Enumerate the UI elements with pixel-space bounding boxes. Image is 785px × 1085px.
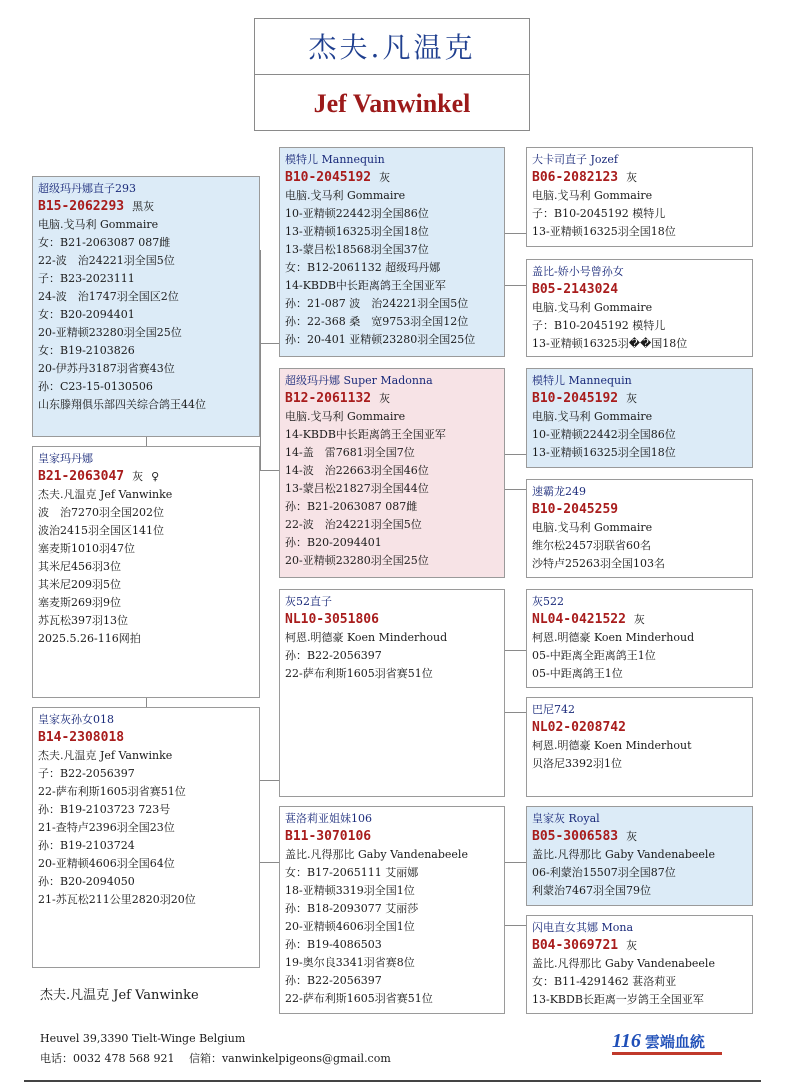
pedigree-lines — [285, 408, 499, 570]
pedigree-line: 13-亚精顿16325羽��国18位 — [532, 337, 688, 350]
pedigree-line: 子：B10-2045192 模特儿 — [532, 207, 666, 220]
pedigree-lines — [285, 629, 499, 683]
pedigree-lines — [532, 737, 747, 773]
pigeon-name: 盖比-娇小号曾孙女 — [532, 265, 624, 278]
card-sire — [279, 147, 505, 357]
pedigree-lines — [532, 629, 747, 683]
pigeon-name: 模特儿 Mannequin — [285, 153, 385, 166]
connector-line — [260, 343, 280, 344]
pedigree-line: 塞麦斯1010羽47位 — [38, 542, 135, 555]
pedigree-line: 女：B12-2061132 超级玛丹娜 — [285, 261, 441, 274]
pedigree-line: 女：B17-2065111 艾丽娜 — [285, 866, 419, 879]
pigeon-color: 灰 — [633, 613, 645, 626]
pedigree-line: 孙：B19-2103723 723号 — [38, 803, 171, 816]
connector-line — [260, 470, 280, 471]
pedigree-line: 22-波 治24221羽全国5位 — [285, 518, 422, 531]
footer-address: Heuvel 39,3390 Tielt-Winge Belgium — [40, 1032, 246, 1045]
pedigree-line: 孙：B22-2056397 — [285, 649, 382, 662]
card-dam — [279, 368, 505, 578]
ring-number: B05-3006583 — [532, 829, 619, 844]
pedigree-line: 杰夫.凡温克 Jef Vanwinke — [38, 488, 173, 501]
pedigree-line: 维尔松2457羽联省60名 — [532, 539, 651, 552]
card-mate1-sire — [279, 589, 505, 797]
pedigree-line: 21-查特卢2396羽全国23位 — [38, 821, 175, 834]
ring-number: B05-2143024 — [532, 282, 619, 297]
pedigree-line: 13-亚精顿16325羽全国18位 — [532, 446, 676, 459]
pedigree-line: 贝洛尼3392羽1位 — [532, 757, 622, 770]
pedigree-line: 18-亚精顿3319羽全国1位 — [285, 884, 415, 897]
pigeon-color: 灰 — [132, 470, 144, 483]
card-mate1-sire-sire — [526, 589, 753, 688]
connector-line — [505, 862, 527, 863]
pigeon-name: 灰522 — [532, 595, 564, 608]
pedigree-line: 孙：B21-2063087 087雌 — [285, 500, 418, 513]
pedigree-line: 利蒙治7467羽全国79位 — [532, 884, 651, 897]
pedigree-line: 孙：B20-2094050 — [38, 875, 135, 888]
pedigree-line: 子：B23-2023111 — [38, 272, 135, 285]
pedigree-line: 柯恩.明德豪 Koen Minderhoud — [532, 631, 695, 644]
pedigree-line: 14-波 治22663羽全国46位 — [285, 464, 429, 477]
ring-number: B10-2045192 — [532, 391, 619, 406]
pigeon-name: 灰52直子 — [285, 595, 332, 608]
pedigree-line: 孙：B22-2056397 — [285, 974, 382, 987]
ring-number: B06-2082123 — [532, 170, 619, 185]
card-subject — [32, 176, 260, 437]
brand-logo — [612, 1030, 722, 1056]
sex-icon: ♀ — [151, 470, 160, 483]
ring-number: B12-2061132 — [285, 391, 372, 406]
pigeon-name: 皇家灰孙女018 — [38, 713, 114, 726]
pedigree-line: 孙：22-368 桑 宽9753羽全国12位 — [285, 315, 469, 328]
pedigree-line: 05-中距离全距离鸽王1位 — [532, 649, 656, 662]
card-dam-dam — [526, 479, 753, 578]
pedigree-line: 19-奥尔良3341羽省赛8位 — [285, 956, 415, 969]
pedigree-line: 孙：C23-15-0130506 — [38, 380, 153, 393]
pedigree-line: 电脑.戈马利 Gommaire — [532, 189, 653, 202]
logo-text: 雲端血統 — [644, 1033, 705, 1051]
pedigree-line: 柯恩.明德豪 Koen Minderhout — [532, 739, 692, 752]
ring-number: NL02-0208742 — [532, 720, 626, 735]
pedigree-line: 20-亚精顿23280羽全国25位 — [38, 326, 182, 339]
card-dam-sire — [526, 368, 753, 468]
pigeon-color: 灰 — [379, 392, 391, 405]
connector-line — [505, 712, 527, 713]
card-mate2-dam — [279, 806, 505, 1014]
pedigree-line: 杰夫.凡温克 Jef Vanwinke — [38, 749, 173, 762]
pedigree-lines — [532, 519, 747, 573]
pedigree-line: 柯恩.明德豪 Koen Minderhoud — [285, 631, 448, 644]
pigeon-name: 闪电直女其娜 Mona — [532, 921, 634, 934]
pedigree-line: 22-萨布利斯1605羽省赛51位 — [285, 992, 433, 1005]
pedigree-line: 20-亚精顿4606羽全国1位 — [285, 920, 415, 933]
pedigree-line: 13-蒙吕松21827羽全国44位 — [285, 482, 429, 495]
pedigree-line: 波 治7270羽全国202位 — [38, 506, 164, 519]
pigeon-name: 皇家玛丹娜 — [38, 452, 93, 465]
pedigree-line: 电脑.戈马利 Gommaire — [532, 410, 653, 423]
pigeon-name: 速霸龙249 — [532, 485, 586, 498]
pigeon-color: 灰 — [626, 171, 638, 184]
connector-line — [505, 650, 527, 651]
bottom-rule — [24, 1080, 761, 1082]
title-chinese: 杰夫.凡温克 — [254, 18, 530, 75]
pedigree-line: 13-KBDB长距离一岁鸽王全国亚军 — [532, 993, 704, 1006]
pedigree-line: 电脑.戈马利 Gommaire — [285, 410, 406, 423]
pedigree-line: 14-KBDB中长距离鸽王全国亚军 — [285, 428, 446, 441]
pedigree-lines — [38, 216, 254, 414]
connector-line — [260, 862, 280, 863]
ring-number: B04-3069721 — [532, 938, 619, 953]
pedigree-line: 其米尼209羽5位 — [38, 578, 121, 591]
pedigree-line: 电脑.戈马利 Gommaire — [38, 218, 159, 231]
logo-underline — [612, 1052, 722, 1055]
pedigree-line: 14-盖 雷7681羽全国7位 — [285, 446, 415, 459]
pedigree-line: 22-萨布利斯1605羽省赛51位 — [38, 785, 186, 798]
pedigree-lines — [38, 747, 254, 909]
pigeon-name: 超级玛丹娜 Super Madonna — [285, 374, 433, 387]
pedigree-line: 子：B22-2056397 — [38, 767, 135, 780]
connector-line — [505, 454, 527, 455]
pedigree-line: 女：B21-2063087 087雌 — [38, 236, 171, 249]
pigeon-name: 超级玛丹娜直子293 — [38, 182, 136, 195]
pedigree-line: 女：B20-2094401 — [38, 308, 135, 321]
pedigree-line: 沙特卢25263羽全国103名 — [532, 557, 665, 570]
connector-line — [260, 250, 261, 470]
pedigree-line: 14-KBDB中长距离鸽王全国亚军 — [285, 279, 446, 292]
pigeon-name: 模特儿 Mannequin — [532, 374, 632, 387]
pedigree-line: 24-波 治1747羽全国区2位 — [38, 290, 179, 303]
connector-line — [505, 285, 527, 286]
pigeon-name: 皇家灰 Royal — [532, 812, 600, 825]
pedigree-line: 塞麦斯269羽9位 — [38, 596, 121, 609]
pigeon-color: 灰 — [379, 171, 391, 184]
pedigree-line: 13-蒙吕松18568羽全国37位 — [285, 243, 429, 256]
connector-line — [505, 925, 527, 926]
pedigree-lines — [532, 955, 747, 1009]
pedigree-line: 2025.5.26-116网拍 — [38, 632, 141, 645]
pedigree-line: 女：B11-4291462 葚洛莉亚 — [532, 975, 677, 988]
pedigree-line: 10-亚精顿22442羽全国86位 — [285, 207, 429, 220]
pedigree-line: 13-亚精顿16325羽全国18位 — [532, 225, 676, 238]
ring-number: B10-2045259 — [532, 502, 619, 517]
pedigree-line: 05-中距离鸽王1位 — [532, 667, 623, 680]
pedigree-line: 孙：21-087 波 治24221羽全国5位 — [285, 297, 469, 310]
pigeon-color: 灰 — [626, 830, 638, 843]
pedigree-line: 盖比.凡得那比 Gaby Vandenabeele — [532, 957, 715, 970]
pedigree-lines — [285, 846, 499, 1008]
pigeon-name: 巴尼742 — [532, 703, 575, 716]
ring-number: B10-2045192 — [285, 170, 372, 185]
pedigree-line: 22-萨布利斯1605羽省赛51位 — [285, 667, 433, 680]
ring-number: B11-3070106 — [285, 829, 372, 844]
card-mate1 — [32, 446, 260, 698]
pigeon-name: 葚洛莉亚姐妹106 — [285, 812, 372, 825]
pedigree-line: 孙：B20-2094401 — [285, 536, 382, 549]
pedigree-lines — [285, 187, 499, 349]
pedigree-line: 22-波 治24221羽全国5位 — [38, 254, 175, 267]
card-sire-sire — [526, 147, 753, 247]
ring-number: B14-2308018 — [38, 730, 125, 745]
pedigree-line: 06-利蒙治15507羽全国87位 — [532, 866, 676, 879]
pigeon-color: 灰 — [626, 392, 638, 405]
pedigree-line: 电脑.戈马利 Gommaire — [532, 301, 653, 314]
connector-line — [146, 437, 147, 446]
footer-contact: 电话：0032 478 568 921 信箱：vanwinkelpigeons@gmail.com — [40, 1052, 391, 1065]
connector-line — [505, 489, 527, 490]
connector-line — [146, 698, 147, 707]
pigeon-color: 黑灰 — [132, 200, 155, 213]
pedigree-line: 20-亚精顿23280羽全国25位 — [285, 554, 429, 567]
pedigree-line: 其米尼456羽3位 — [38, 560, 121, 573]
pedigree-line: 13-亚精顿16325羽全国18位 — [285, 225, 429, 238]
pedigree-line: 女：B19-2103826 — [38, 344, 135, 357]
pedigree-line: 电脑.戈马利 Gommaire — [285, 189, 406, 202]
pedigree-line: 盖比.凡得那比 Gaby Vandenabeele — [285, 848, 468, 861]
pedigree-line: 电脑.戈马利 Gommaire — [532, 521, 653, 534]
pedigree-lines — [532, 187, 747, 241]
pedigree-line: 10-亚精顿22442羽全国86位 — [532, 428, 676, 441]
card-mate2-dam-sire — [526, 806, 753, 906]
card-sire-dam — [526, 259, 753, 357]
pedigree-lines — [532, 408, 747, 462]
card-mate2-dam-dam — [526, 915, 753, 1014]
pedigree-line: 孙：B19-2103724 — [38, 839, 135, 852]
connector-line — [260, 780, 280, 781]
pedigree-line: 孙：B19-4086503 — [285, 938, 382, 951]
pedigree-line: 波治2415羽全国区141位 — [38, 524, 164, 537]
connector-line — [505, 233, 527, 234]
pedigree-line: 21-苏瓦松211公里2820羽20位 — [38, 893, 196, 906]
pigeon-color: 灰 — [626, 939, 638, 952]
pedigree-line: 子：B10-2045192 模特儿 — [532, 319, 666, 332]
pigeon-name: 大卡司直子 Jozef — [532, 153, 618, 166]
ring-number: B21-2063047 — [38, 469, 125, 484]
pedigree-line: 孙：B18-2093077 艾丽莎 — [285, 902, 419, 915]
pedigree-line: 20-亚精顿4606羽全国64位 — [38, 857, 175, 870]
ring-number: NL10-3051806 — [285, 612, 379, 627]
logo-number: 116 — [612, 1030, 641, 1052]
pedigree-line: 苏瓦松397羽13位 — [38, 614, 128, 627]
ring-number: B15-2062293 — [38, 199, 125, 214]
pedigree-line: 孙：20-401 亚精顿23280羽全国25位 — [285, 333, 476, 346]
pedigree-line: 山东滕翔俱乐部四关综合鸽王44位 — [38, 398, 206, 411]
pedigree-line: 20-伊苏丹3187羽省赛43位 — [38, 362, 175, 375]
pedigree-line: 盖比.凡得那比 Gaby Vandenabeele — [532, 848, 715, 861]
pedigree-lines — [532, 846, 747, 900]
pedigree-lines — [532, 299, 747, 353]
ring-number: NL04-0421522 — [532, 612, 626, 627]
pedigree-lines — [38, 486, 254, 648]
title-english: Jef Vanwinkel — [254, 74, 530, 131]
card-mate2 — [32, 707, 260, 968]
card-mate1-sire-dam — [526, 697, 753, 797]
owner-signature: 杰夫.凡温克 Jef Vanwinke — [40, 988, 199, 1003]
